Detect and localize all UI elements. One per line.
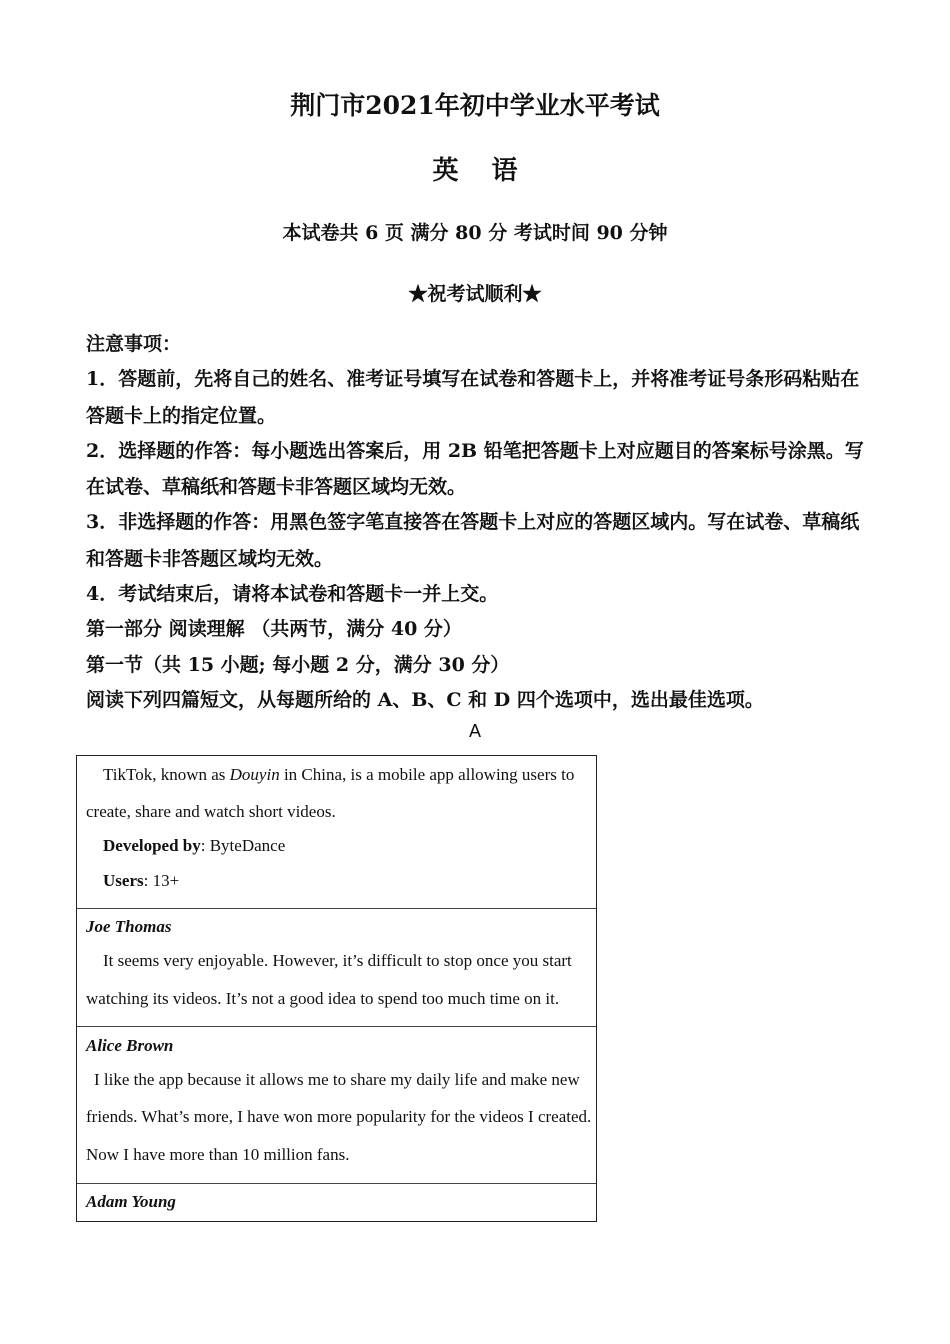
- intro-text: TikTok, known as: [103, 765, 230, 784]
- users-value: : 13+: [143, 871, 180, 890]
- note-line: 和答题卡非答题区域均无效。: [86, 548, 334, 570]
- exam-title: 荆门市2021年初中学业水平考试: [290, 91, 660, 120]
- section-heading: 第一节（共 15 小题; 每小题 2 分，满分 30 分）: [86, 654, 510, 676]
- reviewer-name: Alice Brown: [86, 1036, 174, 1055]
- note-line: 3．非选择题的作答：用黑色签字笔直接答在答题卡上对应的答题区域内。写在试卷、草稿纸: [86, 511, 860, 533]
- review-line: friends. What’s more, I have won more popularity for the videos I created.: [86, 1107, 592, 1126]
- note-line: 在试卷、草稿纸和答题卡非答题区域均无效。: [86, 476, 467, 498]
- reviewer-name: Adam Young: [86, 1192, 176, 1211]
- exam-info: 本试卷共 6 页 满分 80 分 考试时间 90 分钟: [282, 222, 668, 244]
- review-line: watching its videos. It’s not a good idea to spend too much time on it.: [86, 989, 560, 1008]
- intro-line: [103, 765, 574, 785]
- note-line: 2．选择题的作答：每小题选出答案后，用 2B 铅笔把答题卡上对应题目的答案标号涂黑。写: [86, 440, 864, 462]
- note-line: 4．考试结束后，请将本试卷和答题卡一并上交。: [86, 583, 499, 605]
- users-line: [103, 871, 179, 891]
- app-info-table: [76, 755, 597, 1222]
- intro-line: create, share and watch short videos.: [86, 802, 336, 821]
- blessing: ★祝考试顺利★: [408, 283, 542, 305]
- users-label: Users: [103, 871, 144, 890]
- passage-label: A: [468, 721, 481, 741]
- review-line: Now I have more than 10 million fans.: [86, 1145, 350, 1164]
- reviewer-name: Joe Thomas: [86, 917, 172, 936]
- developer-line: [103, 836, 285, 856]
- subject-title: 英 语: [432, 156, 530, 186]
- part-heading: 第一部分 阅读理解 （共两节，满分 40 分）: [86, 618, 462, 640]
- instruction: 阅读下列四篇短文，从每题所给的 A、B、C 和 D 四个选项中，选出最佳选项。: [86, 689, 764, 711]
- note-line: 答题卡上的指定位置。: [86, 405, 277, 427]
- intro-text: in China, is a mobile app allowing users to: [279, 765, 575, 784]
- developer-label: Developed by: [103, 836, 201, 855]
- note-line: 1．答题前，先将自己的姓名、准考证号填写在试卷和答题卡上，并将准考证号条形码粘贴在: [86, 368, 860, 390]
- review-row: [77, 1026, 596, 1184]
- intro-row: [77, 756, 596, 908]
- notes-heading: 注意事项：: [86, 333, 182, 355]
- developer-value: : ByteDance: [200, 836, 286, 855]
- review-line: I like the app because it allows me to share my daily life and make new: [94, 1070, 580, 1089]
- review-row: [77, 908, 596, 1027]
- review-line: It seems very enjoyable. However, it’s difficult to stop once you start: [103, 951, 572, 970]
- douyin-text: Douyin: [229, 765, 280, 784]
- review-row: [77, 1183, 596, 1222]
